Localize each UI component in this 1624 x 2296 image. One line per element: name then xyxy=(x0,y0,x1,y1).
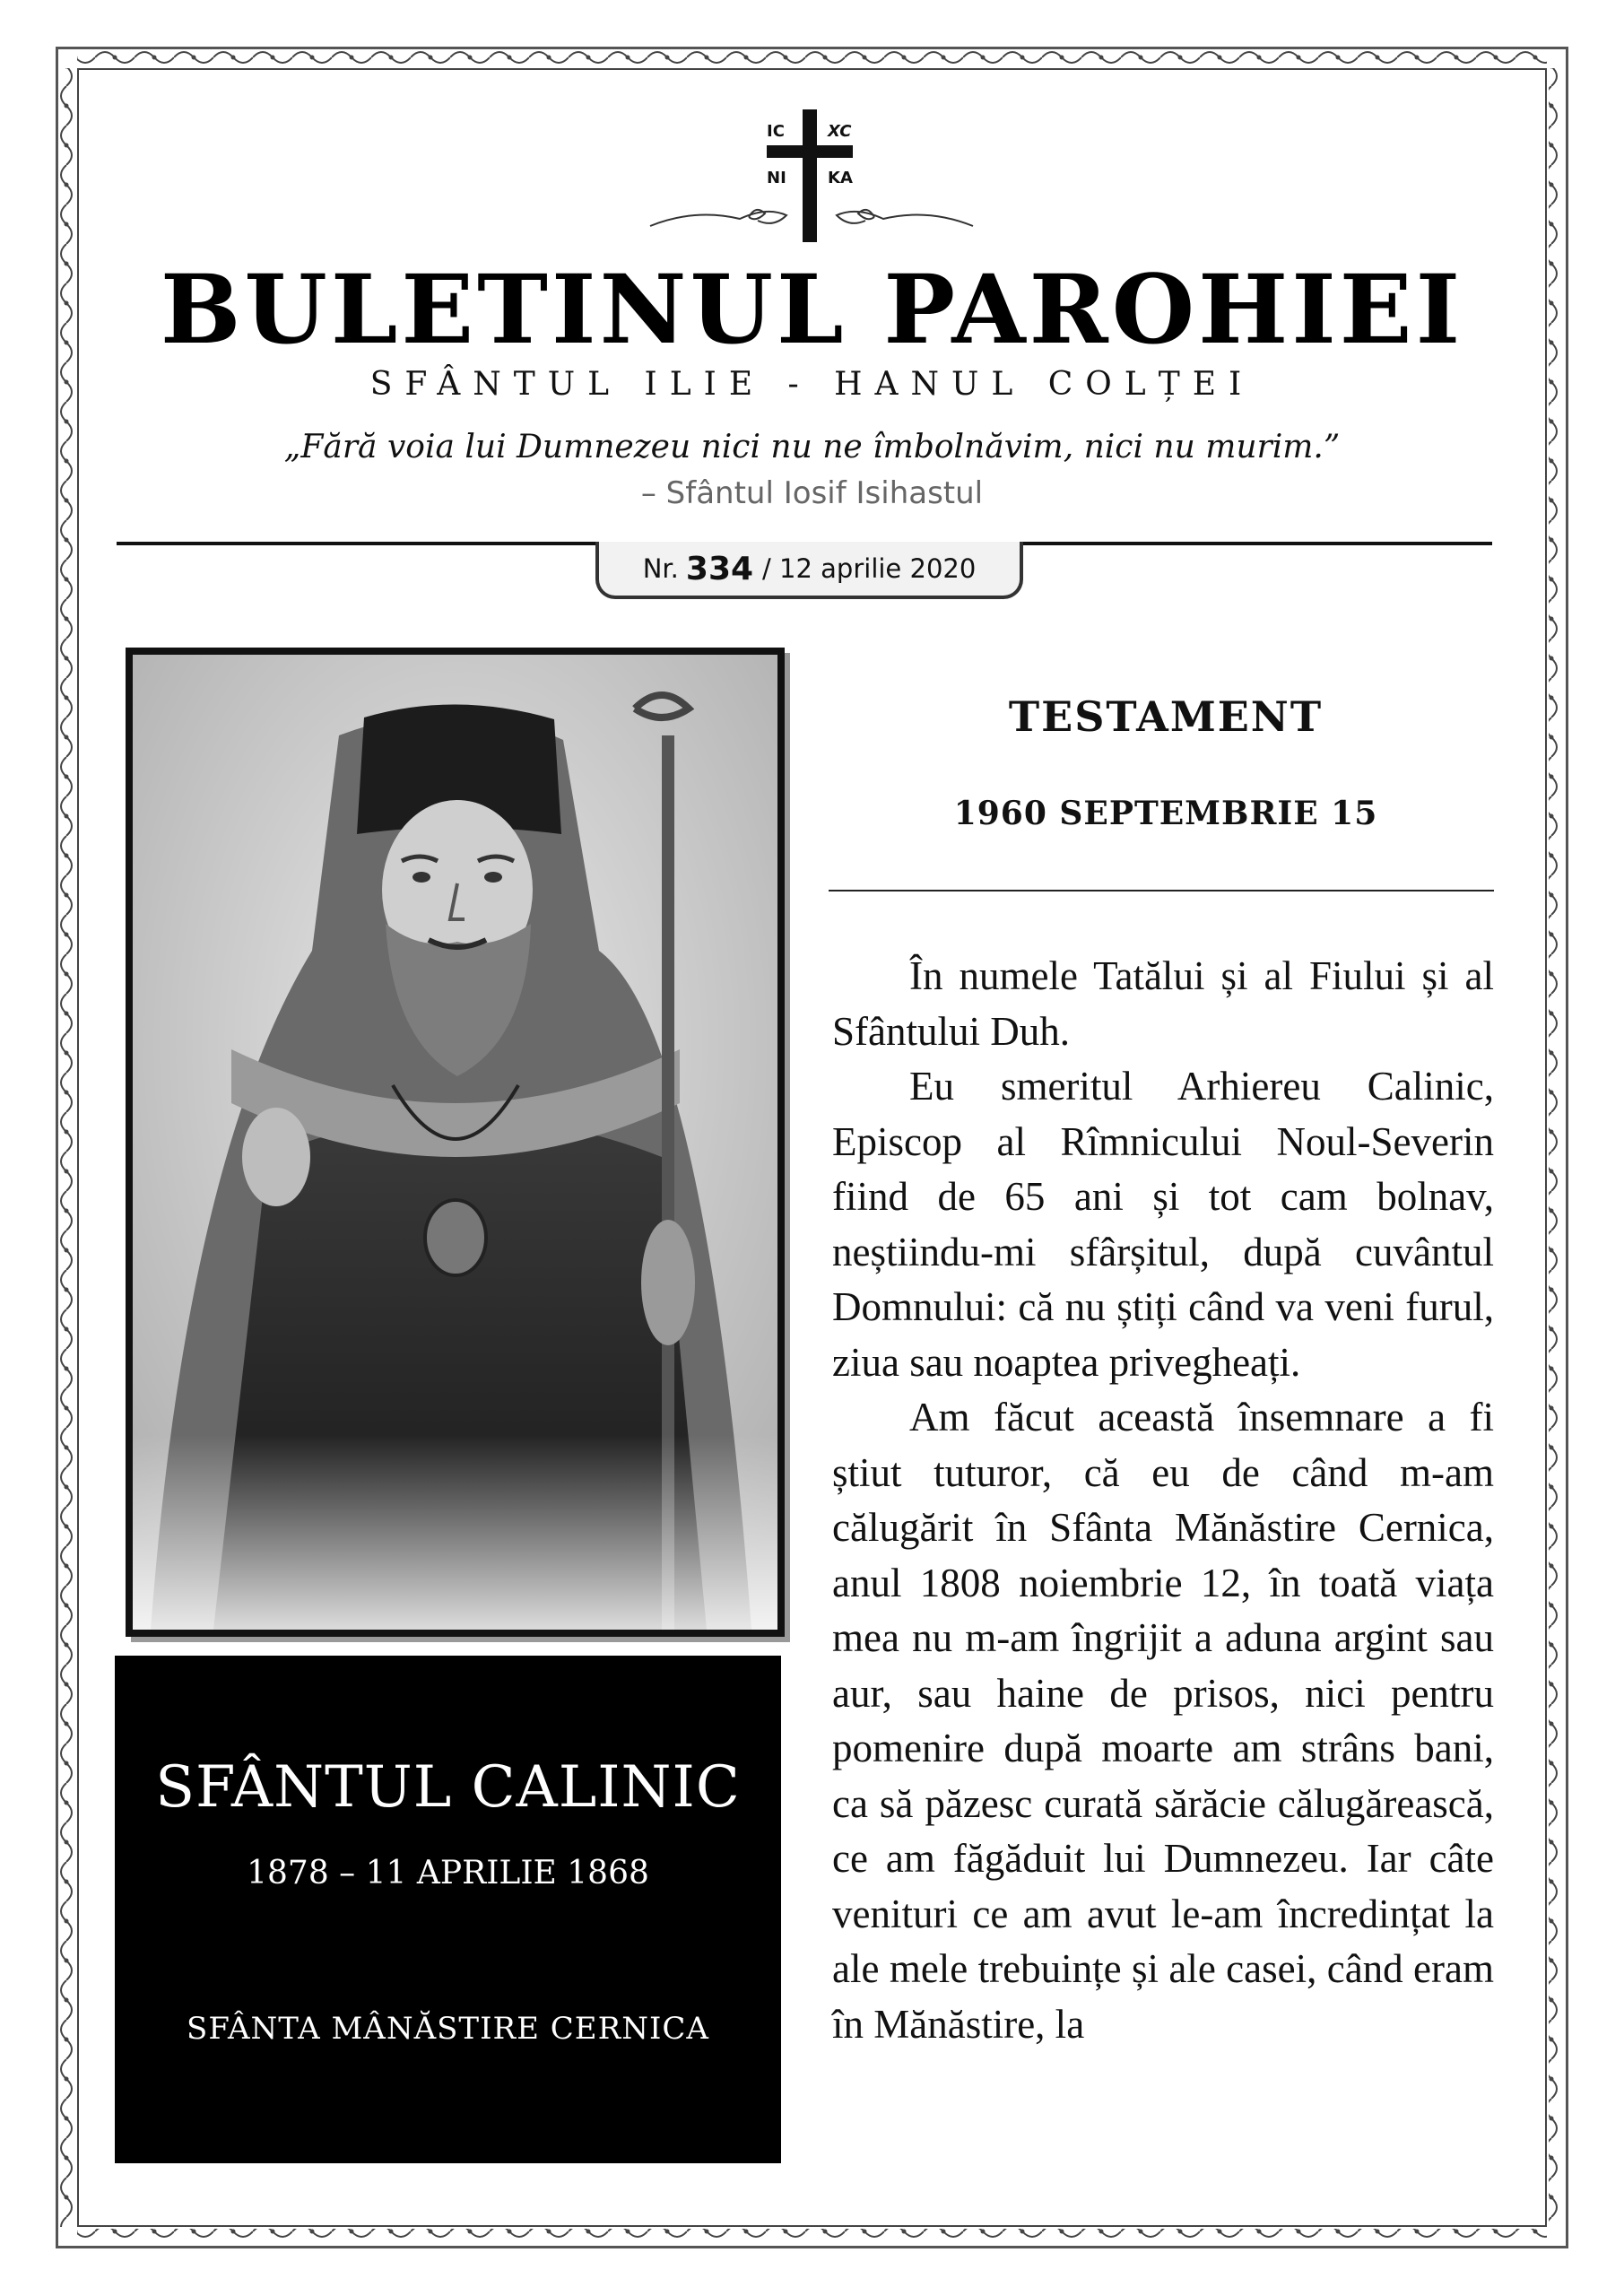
article-title: TESTAMENT xyxy=(1008,692,1324,741)
article-rule xyxy=(829,890,1494,891)
header-quote: „Fără voia lui Dumnezeu nici nu ne îmbolnăvim, nici nu murim.” xyxy=(283,429,1341,465)
issue-info-tab xyxy=(595,542,1023,599)
saint-caption-box xyxy=(115,1656,781,2163)
issue-prefix: Nr. xyxy=(642,553,679,584)
parish-subtitle: SFÂNTUL ILIE - HANUL COLȚEI xyxy=(369,366,1255,403)
bulletin-title: BULETINUL PAROHIEI xyxy=(160,253,1464,365)
paragraph: Eu smeritul Arhiereu Calinic, Episcop al Rîmnicului Noul-Severin fiind de 65 ani și tot cam bolnav, neștiindu-mi sfârșitul, după cuvântul Domnului: că nu știți când va veni furul, ziua sau noaptea privegheați. xyxy=(832,1064,1494,1385)
orthodox-cross-icon xyxy=(632,100,991,253)
article-date: 1960 SEPTEMBRIE 15 xyxy=(953,795,1378,832)
paragraph: În numele Tatălui și al Fiului și al Sfântului Duh. xyxy=(832,953,1494,1054)
cross-letters-br: KA xyxy=(828,169,853,187)
saint-portrait xyxy=(126,648,785,1637)
paragraph: Am făcut această însemnare a fi știut tuturor, că eu de când m-am călugărit în Sfânta Mănăstire Cernica, anul 1808 noiembrie 12, în toată viața mea nu m-am îngrijit a aduna argint sau aur, sau haine de prisos, nici pentru pomenire după moarte am strâns bani, ca să păzesc curată sărăcie călugărească, ce am făgăduit lui Dumnezeu. Iar câte venituri ce am avut le-am încredințat la ale mele trebuințe și ale casei, când eram în Mănăstire, la xyxy=(832,1395,1494,2047)
cross-letters-bl: NI xyxy=(767,169,786,187)
saint-name: SFÂNTUL CALINIC xyxy=(155,1754,741,1821)
cross-letters-tr: XC xyxy=(828,122,852,141)
monastery-name: SFÂNTA MÂNĂSTIRE CERNICA xyxy=(187,2011,709,2047)
saint-portrait-image xyxy=(133,655,777,1630)
quote-author: – Sfântul Iosif Isihastul xyxy=(640,475,984,511)
article-body xyxy=(832,949,1494,2052)
cross-letters-tl: IC xyxy=(767,122,785,141)
saint-dates: 1878 – 11 APRILIE 1868 xyxy=(247,1855,649,1892)
issue-date: / 12 aprilie 2020 xyxy=(762,553,977,584)
issue-number: 334 xyxy=(685,550,754,587)
